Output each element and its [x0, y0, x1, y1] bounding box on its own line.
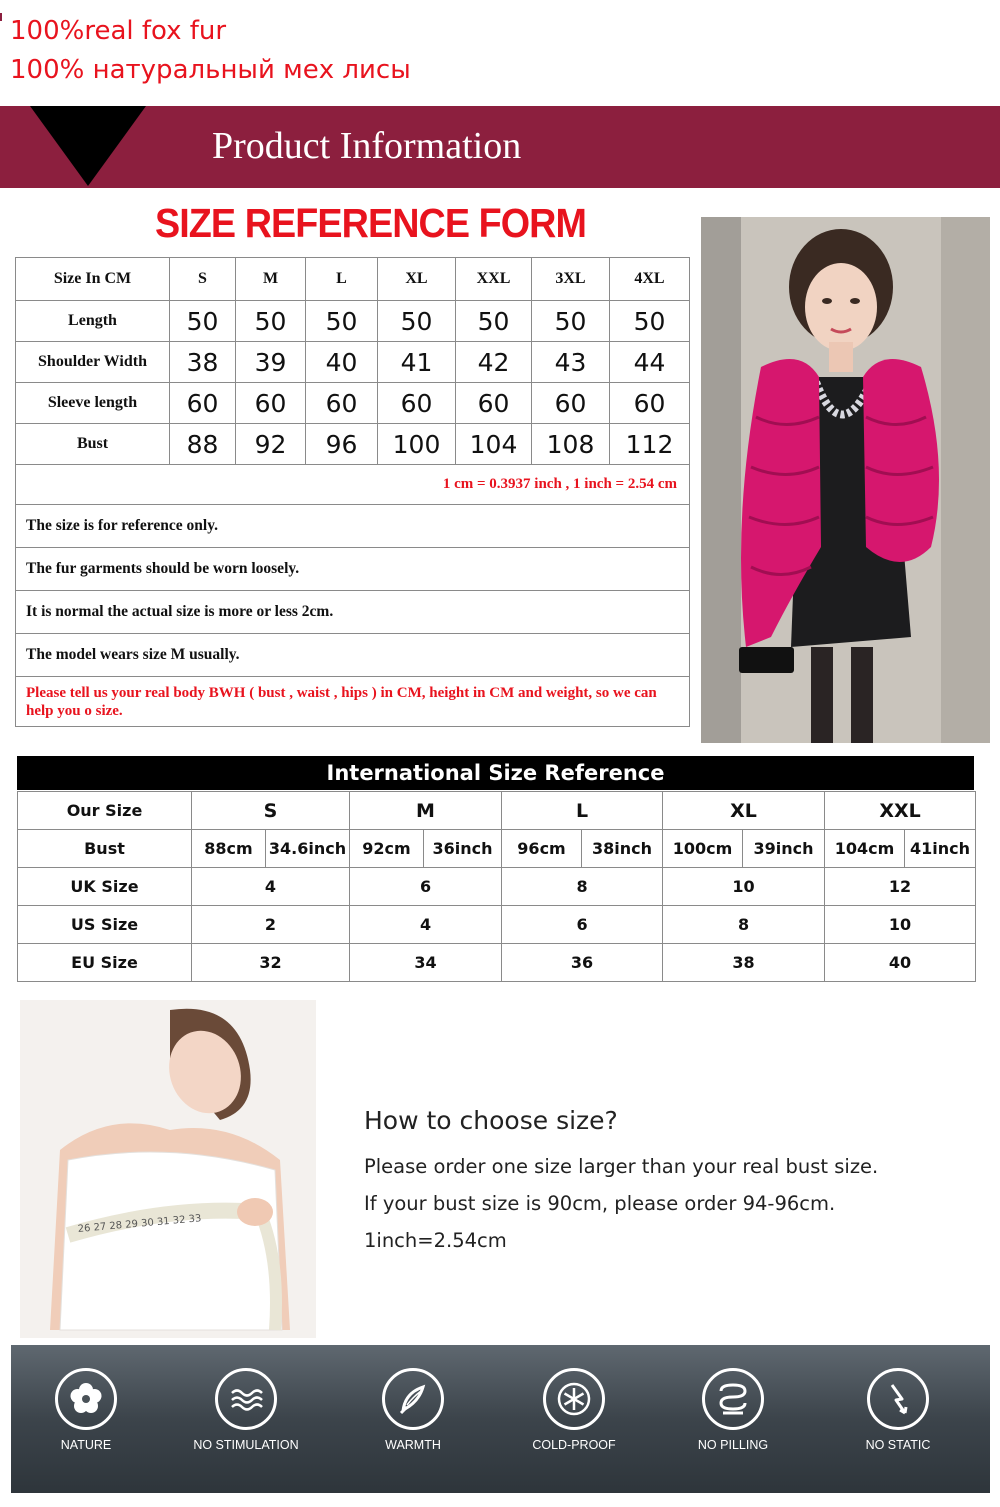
- size-value: 50: [306, 301, 378, 342]
- snowflake-icon: [554, 1379, 594, 1419]
- size-col-header: S: [170, 258, 236, 301]
- row-label: Sleeve length: [16, 383, 170, 424]
- feature-label: NO PILLING: [697, 1438, 769, 1452]
- row-label: EU Size: [18, 944, 192, 982]
- size-note: The model wears size M usually.: [16, 634, 690, 677]
- feature-label: COLD-PROOF: [532, 1438, 616, 1452]
- flower-icon: [66, 1379, 106, 1419]
- bust-inch: 41inch: [905, 830, 976, 868]
- intl-value: 6: [350, 868, 502, 906]
- size-col-header: 3XL: [532, 258, 610, 301]
- intl-size-header: XXL: [825, 792, 976, 830]
- measuring-photo: [20, 1000, 316, 1338]
- intl-value: 40: [825, 944, 976, 982]
- feather-icon: [393, 1379, 433, 1419]
- banner-title: Product Information: [212, 125, 522, 167]
- conversion-note: 1 cm = 0.3937 inch , 1 inch = 2.54 cm: [16, 465, 690, 505]
- row-label: Length: [16, 301, 170, 342]
- size-reference-table: [15, 257, 690, 727]
- size-value: 88: [170, 424, 236, 465]
- lightning-icon: [878, 1379, 918, 1419]
- size-value: 41: [378, 342, 456, 383]
- intl-value: 32: [192, 944, 350, 982]
- howto-title: How to choose size?: [364, 1106, 618, 1135]
- size-value: 60: [306, 383, 378, 424]
- size-col-header: XXL: [456, 258, 532, 301]
- intl-value: 10: [825, 906, 976, 944]
- feature-warmth: [333, 1368, 493, 1452]
- size-value: 92: [236, 424, 306, 465]
- banner-triangle: [30, 106, 146, 186]
- size-value: 104: [456, 424, 532, 465]
- size-corner-label: Size In CM: [16, 258, 170, 301]
- wave-icon: [226, 1379, 266, 1419]
- bust-cm: 96cm: [502, 830, 582, 868]
- size-col-header: XL: [378, 258, 456, 301]
- tape-numbers: 26 27 28 29 30 31 32 33: [77, 1213, 202, 1235]
- international-size-table: [17, 791, 976, 982]
- intl-value: 36: [502, 944, 663, 982]
- feature-circle: [382, 1368, 444, 1430]
- intl-size-header: M: [350, 792, 502, 830]
- intl-value: 12: [825, 868, 976, 906]
- intl-value: 4: [350, 906, 502, 944]
- size-value: 38: [170, 342, 236, 383]
- feature-no-pilling: [653, 1368, 813, 1452]
- intl-us-row: [18, 906, 976, 944]
- size-value: 100: [378, 424, 456, 465]
- size-value: 40: [306, 342, 378, 383]
- feature-circle: [55, 1368, 117, 1430]
- measuring-illustration: [20, 1000, 316, 1338]
- size-value: 96: [306, 424, 378, 465]
- size-row-shoulder: [16, 342, 690, 383]
- size-value: 60: [236, 383, 306, 424]
- model-illustration: [701, 217, 990, 743]
- size-value: 50: [170, 301, 236, 342]
- feature-label: NATURE: [60, 1438, 112, 1452]
- size-form-title: SIZE REFERENCE FORM: [155, 200, 587, 246]
- size-value: 44: [610, 342, 690, 383]
- howto-line: Please order one size larger than your real bust size.: [364, 1155, 879, 1178]
- size-value: 60: [456, 383, 532, 424]
- size-row-sleeve: [16, 383, 690, 424]
- intl-bust-row: [18, 830, 976, 868]
- headline-en: 100%real fox fur: [10, 16, 227, 46]
- size-note: The size is for reference only.: [16, 505, 690, 548]
- size-value: 60: [532, 383, 610, 424]
- intl-value: 38: [663, 944, 825, 982]
- intl-value: 6: [502, 906, 663, 944]
- feature-nature: [6, 1368, 166, 1452]
- note-row: [16, 548, 690, 591]
- feature-circle: [867, 1368, 929, 1430]
- size-col-header: 4XL: [610, 258, 690, 301]
- size-value: 39: [236, 342, 306, 383]
- bust-inch: 39inch: [743, 830, 825, 868]
- feature-no-static: [818, 1368, 978, 1452]
- intl-value: 2: [192, 906, 350, 944]
- feature-label: NO STIMULATION: [193, 1438, 299, 1452]
- howto-line: If your bust size is 90cm, please order 94-96cm.: [364, 1192, 836, 1215]
- howto-line: 1inch=2.54cm: [364, 1229, 507, 1252]
- size-value: 112: [610, 424, 690, 465]
- intl-corner-label: Our Size: [18, 792, 192, 830]
- size-value: 50: [610, 301, 690, 342]
- size-value: 50: [236, 301, 306, 342]
- bust-cm: 92cm: [350, 830, 424, 868]
- size-col-header: M: [236, 258, 306, 301]
- size-note: It is normal the actual size is more or less 2cm.: [16, 591, 690, 634]
- intl-value: 34: [350, 944, 502, 982]
- note-row: [16, 591, 690, 634]
- intl-header-row: [18, 792, 976, 830]
- intl-value: 10: [663, 868, 825, 906]
- note-row: [16, 634, 690, 677]
- feature-circle: [702, 1368, 764, 1430]
- size-row-bust: [16, 424, 690, 465]
- feature-circle: [543, 1368, 605, 1430]
- size-value: 60: [610, 383, 690, 424]
- intl-value: 8: [502, 868, 663, 906]
- row-label: US Size: [18, 906, 192, 944]
- intl-size-header: S: [192, 792, 350, 830]
- size-value: 43: [532, 342, 610, 383]
- row-label: Shoulder Width: [16, 342, 170, 383]
- bust-inch: 38inch: [582, 830, 663, 868]
- bust-cm: 100cm: [663, 830, 743, 868]
- size-value: 50: [456, 301, 532, 342]
- row-label: Bust: [16, 424, 170, 465]
- size-value: 50: [532, 301, 610, 342]
- intl-uk-row: [18, 868, 976, 906]
- international-size-title: International Size Reference: [17, 756, 974, 790]
- intl-value: 8: [663, 906, 825, 944]
- bwh-request-note: Please tell us your real body BWH ( bust , waist , hips ) in CM, height in CM and weight, so we can help you o size.: [16, 677, 690, 727]
- size-value: 108: [532, 424, 610, 465]
- size-value: 60: [170, 383, 236, 424]
- size-col-header: L: [306, 258, 378, 301]
- model-photo: [701, 217, 990, 743]
- conversion-row: [16, 465, 690, 505]
- intl-value: 4: [192, 868, 350, 906]
- size-row-length: [16, 301, 690, 342]
- size-note: The fur garments should be worn loosely.: [16, 548, 690, 591]
- bust-inch: 36inch: [424, 830, 502, 868]
- size-value: 50: [378, 301, 456, 342]
- intl-size-header: L: [502, 792, 663, 830]
- row-label: Bust: [18, 830, 192, 868]
- headline-ru: 100% натуральный мех лисы: [10, 55, 411, 85]
- bust-cm: 104cm: [825, 830, 905, 868]
- bust-inch: 34.6inch: [266, 830, 350, 868]
- intl-size-header: XL: [663, 792, 825, 830]
- bust-cm: 88cm: [192, 830, 266, 868]
- feature-label: WARMTH: [385, 1438, 441, 1452]
- coil-icon: [713, 1379, 753, 1419]
- row-label: UK Size: [18, 868, 192, 906]
- feature-label: NO STATIC: [865, 1438, 931, 1452]
- size-value: 42: [456, 342, 532, 383]
- feature-no-stimulation: [166, 1368, 326, 1452]
- note-row: [16, 505, 690, 548]
- request-row: [16, 677, 690, 727]
- feature-cold-proof: [494, 1368, 654, 1452]
- intl-eu-row: [18, 944, 976, 982]
- size-value: 60: [378, 383, 456, 424]
- size-header-row: [16, 258, 690, 301]
- feature-circle: [215, 1368, 277, 1430]
